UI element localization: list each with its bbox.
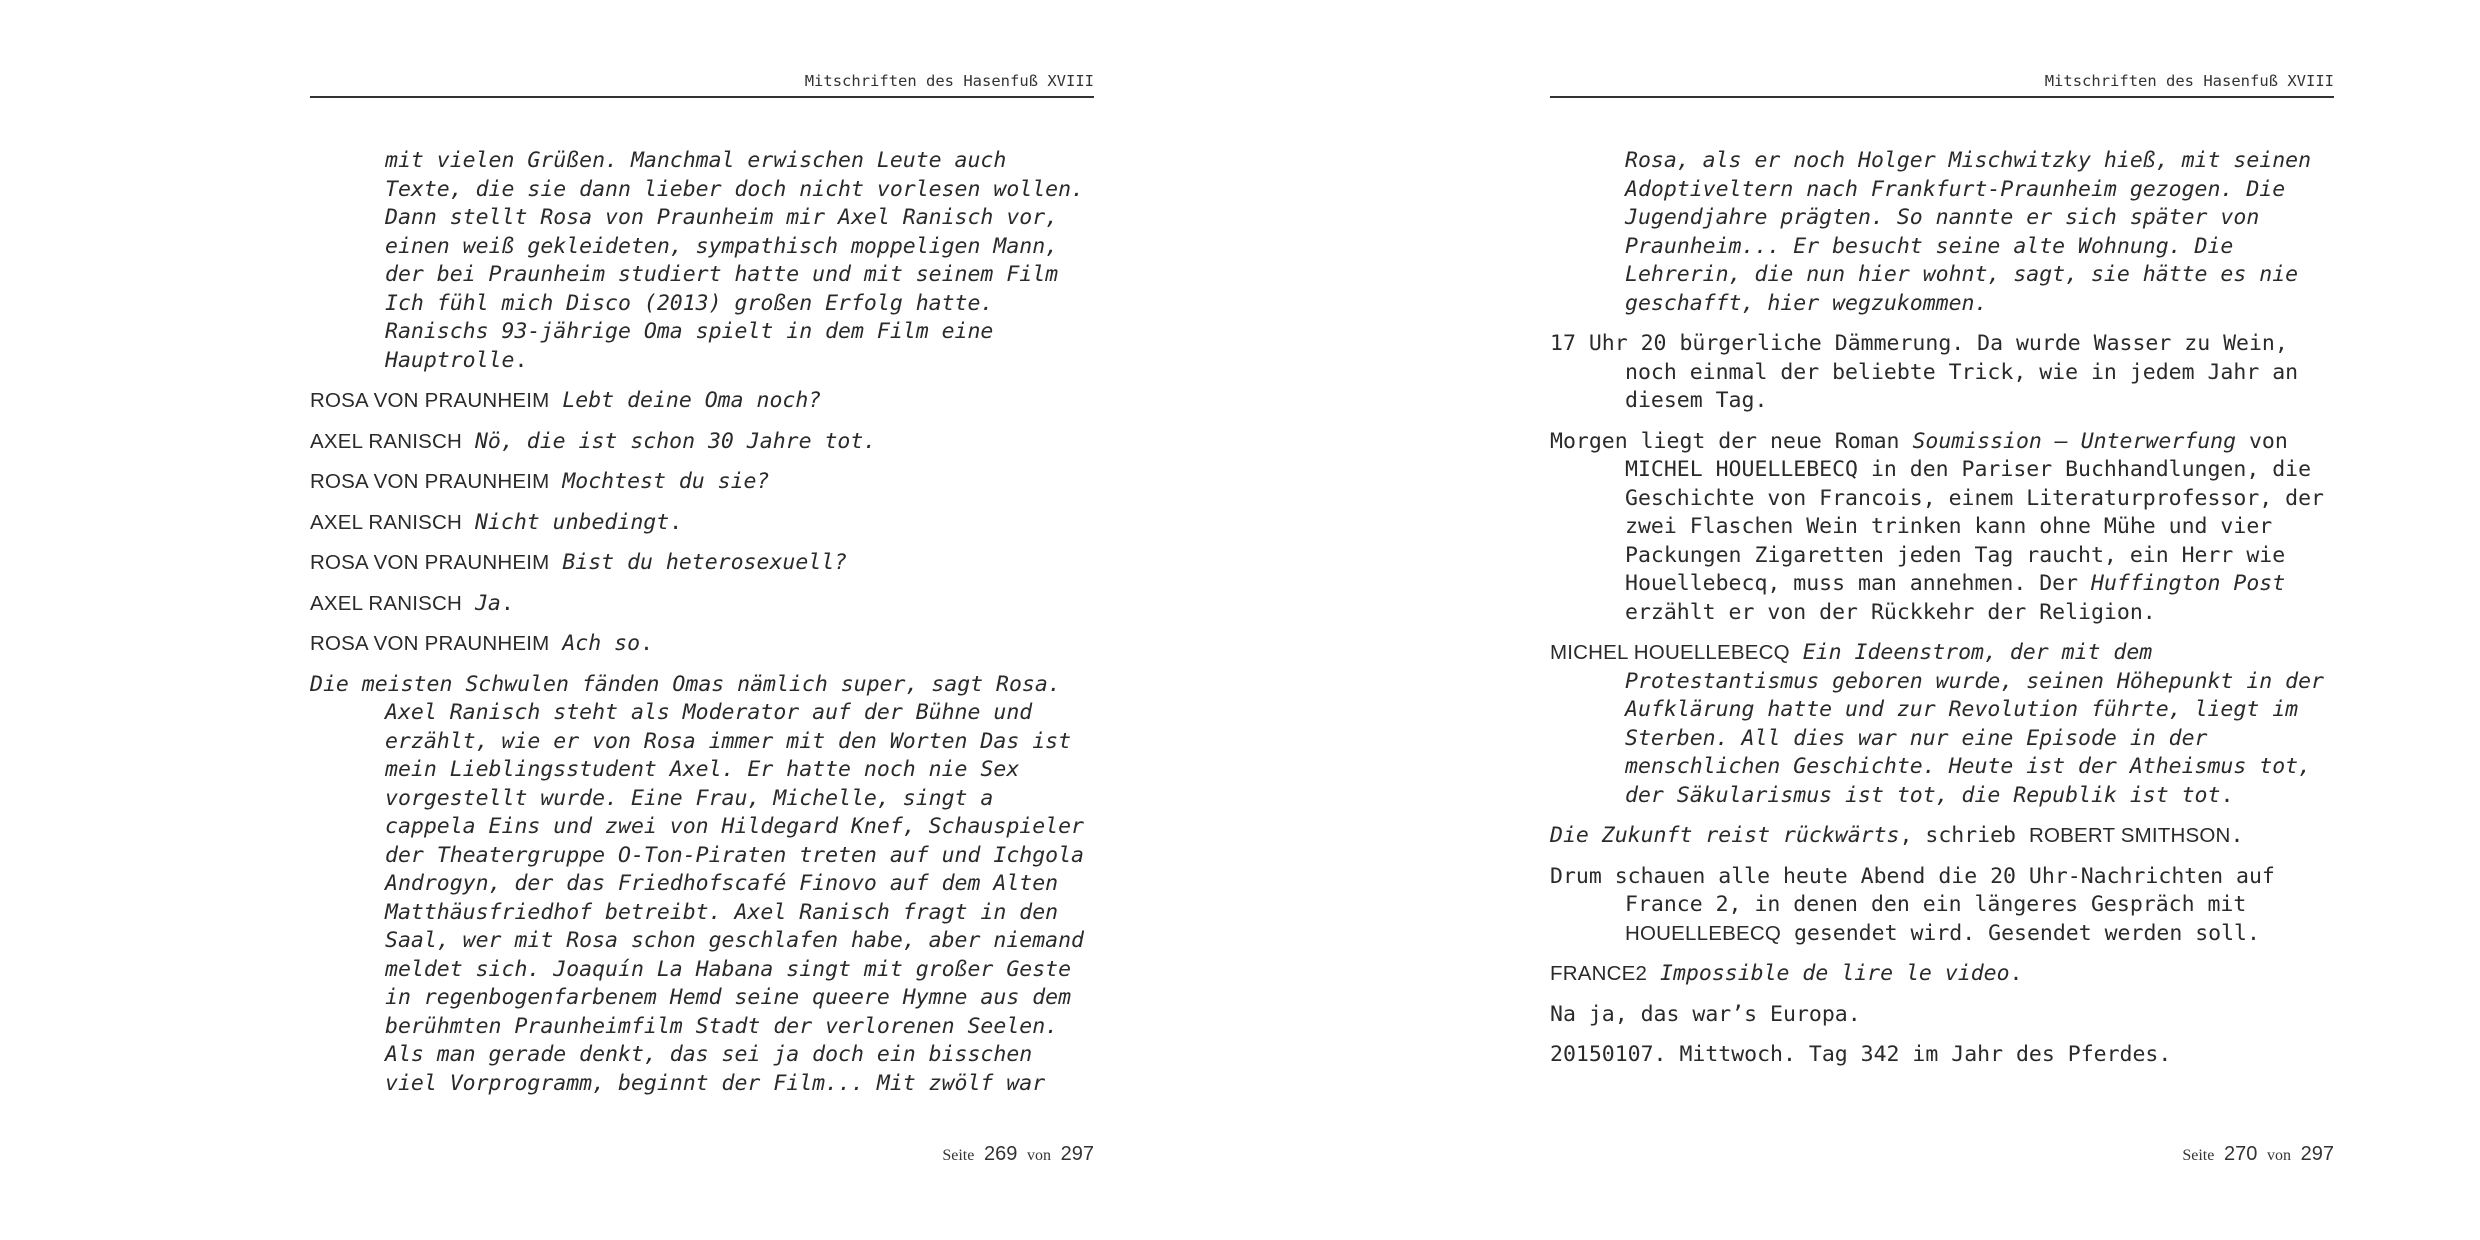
text-run: Houellebecq, muss man annehmen. Der	[1625, 571, 2091, 596]
text-run: Adoptiveltern nach Frankfurt-Praunheim gezogen. Die	[1625, 176, 2286, 202]
text-run: einen weiß gekleideten, sympathisch moppeligen Mann,	[385, 233, 1059, 259]
text-run: gesendet wird. Gesendet werden soll.	[1781, 920, 2260, 946]
text-run: Die meisten Schwulen fänden Omas nämlich super, sagt Rosa.	[310, 671, 1061, 697]
text-run: von	[2236, 428, 2288, 454]
text-run: Protestantismus geboren wurde, seinen Höhepunkt in der	[1625, 668, 2324, 694]
text-run: 17 Uhr 20 bürgerliche Dämmerung. Da wurde Wasser zu Wein,	[1550, 331, 2288, 356]
text-run: Praunheim... Er besucht seine alte Wohnung. Die	[1625, 233, 2234, 259]
text-run: Matthäusfriedhof betreibt. Axel Ranisch fragt in den	[385, 899, 1059, 925]
running-header: Mitschriften des Hasenfuß XVIII	[1550, 72, 2334, 98]
text-run: Nö, die ist schon 30 Jahre tot.	[474, 428, 877, 454]
text-run: Aufklärung hatte und zur Revolution führte, liegt im	[1625, 697, 2299, 722]
text-run: menschlichen Geschichte. Heute ist der Atheismus tot,	[1625, 754, 2312, 779]
total-pages: 297	[1060, 1143, 1094, 1165]
paragraph	[310, 509, 1094, 538]
text-run: Na ja, das war’s Europa.	[1550, 1001, 1861, 1027]
current-page-number: 270	[2223, 1143, 2258, 1165]
text-run: France 2, in denen den ein längeres Gespräch mit	[1625, 892, 2247, 917]
text-run: Ein Ideenstrom, der mit dem	[1802, 640, 2153, 665]
text-run: Impossible de lire le video	[1660, 961, 2010, 986]
current-page-number: 269	[983, 1143, 1018, 1165]
speaker-name: AXEL RANISCH	[310, 591, 463, 615]
text-run: meldet sich. Joaquín La Habana singt mit großer Geste	[385, 956, 1072, 982]
text-run	[549, 469, 562, 494]
text-run: diesem Tag.	[1625, 388, 1768, 413]
left-page	[310, 0, 1094, 1240]
total-pages: 297	[2300, 1143, 2334, 1165]
text-run: Soumission – Unterwerfung	[1912, 428, 2237, 454]
text-run: Mochtest du sie?	[562, 469, 770, 494]
text-run: cappela Eins und zwei von Hildegard Knef, Schauspieler	[385, 814, 1084, 839]
text-run: Ja	[474, 590, 501, 616]
text-run: Huffington Post	[2091, 571, 2286, 596]
text-run: .	[2230, 823, 2244, 848]
paragraph	[1550, 330, 2334, 416]
paragraph	[310, 671, 1094, 1099]
paragraph	[310, 468, 1094, 497]
footer-prefix: Seite	[942, 1147, 975, 1164]
text-run: 20150107. Mittwoch. Tag 342 im Jahr des Pferdes.	[1550, 1042, 2172, 1067]
text-run: .	[514, 347, 528, 373]
footer-of: von	[2266, 1147, 2291, 1164]
text-run	[1647, 961, 1660, 986]
text-run: berühmten Praunheimfilm Stadt der verlorenen Seelen.	[385, 1013, 1059, 1039]
text-run: Texte, die sie dann lieber doch nicht vorlesen wollen.	[385, 176, 1084, 202]
speaker-name: ROSA VON PRAUNHEIM	[310, 470, 550, 493]
text-run: Androgyn, der das Friedhofscafé Finovo auf dem Alten	[385, 871, 1059, 896]
text-run: zwei Flaschen Wein trinken kann ohne Mühe und vier	[1625, 514, 2273, 539]
speaker-name: AXEL RANISCH	[310, 510, 463, 534]
text-run: Ach so	[562, 631, 641, 656]
paragraph	[1550, 863, 2334, 949]
paragraph	[1550, 639, 2334, 810]
text-run: der bei Praunheim studiert hatte und mit seinem Film	[385, 262, 1059, 287]
text-run: Drum schauen alle heute Abend die 20 Uhr-Nachrichten auf	[1550, 863, 2275, 889]
page-number-footer	[2182, 1143, 2334, 1166]
text-run: noch einmal der beliebte Trick, wie in jedem Jahr an	[1625, 359, 2299, 385]
text-run: Axel Ranisch steht als Moderator auf der Bühne und	[385, 700, 1033, 725]
paragraph	[1550, 1001, 2334, 1030]
text-run: Bist du heterosexuell?	[562, 550, 848, 575]
text-run: Jugendjahre prägten. So nannte er sich später von	[1625, 205, 2260, 230]
text-run: Packungen Zigaretten jeden Tag raucht, ein Herr wie	[1625, 542, 2286, 568]
page-body	[1550, 147, 2334, 1082]
speaker-name: HOUELLEBECQ	[1625, 921, 1782, 945]
speaker-name: ROSA VON PRAUNHEIM	[310, 389, 550, 412]
text-run: Morgen liegt der neue Roman	[1550, 428, 1913, 454]
paragraph	[310, 387, 1094, 416]
text-run: MICHEL HOUELLEBECQ in den Pariser Buchhandlungen, die	[1625, 457, 2312, 482]
paragraph	[310, 630, 1094, 659]
text-run: geschafft, hier wegzukommen.	[1625, 290, 1988, 316]
text-run: Sterben. All dies war nur eine Episode in der	[1625, 725, 2208, 751]
text-run	[549, 388, 562, 413]
paragraph	[310, 147, 1094, 375]
text-run: .	[2220, 782, 2234, 808]
text-run: .	[2009, 961, 2023, 986]
footer-prefix: Seite	[2182, 1147, 2215, 1164]
text-run	[462, 591, 475, 616]
text-run: .	[500, 590, 514, 616]
text-run	[462, 429, 475, 454]
text-run: .	[640, 631, 653, 656]
text-run: Lehrerin, die nun hier wohnt, sagt, sie hätte es nie	[1625, 262, 2299, 287]
paragraph	[1550, 428, 2334, 628]
speaker-name: ROSA VON PRAUNHEIM	[310, 551, 550, 574]
text-run: Nicht unbedingt	[474, 509, 670, 535]
text-run	[549, 631, 562, 656]
text-run: Ich fühl mich Disco (2013) großen Erfolg hatte.	[385, 290, 994, 316]
paragraph	[1550, 822, 2334, 851]
text-run: viel Vorprogramm, beginnt der Film... Mit zwölf war	[385, 1070, 1046, 1096]
text-run: Die Zukunft reist rückwärts	[1550, 823, 1900, 848]
speaker-name: ROSA VON PRAUNHEIM	[310, 632, 550, 655]
speaker-name: ROBERT SMITHSON	[2028, 824, 2231, 847]
text-run: Hauptrolle	[385, 347, 515, 373]
text-run: Rosa, als er noch Holger Mischwitzky hieß, mit seinen	[1625, 148, 2312, 173]
text-run: in regenbogenfarbenem Hemd seine queere Hymne aus dem	[385, 985, 1072, 1010]
paragraph	[310, 549, 1094, 578]
speaker-name: AXEL RANISCH	[310, 429, 463, 453]
text-run: mit vielen Grüßen. Manchmal erwischen Leute auch	[385, 148, 1007, 173]
text-run	[462, 510, 475, 535]
speaker-name: FRANCE2	[1550, 962, 1648, 985]
text-run	[1790, 640, 1803, 665]
speaker-name: MICHEL HOUELLEBECQ	[1550, 641, 1790, 664]
text-run: vorgestellt wurde. Eine Frau, Michelle, singt a	[385, 785, 994, 811]
paragraph	[1550, 147, 2334, 318]
text-run	[549, 550, 562, 575]
page-number-footer	[942, 1143, 1094, 1166]
text-run: Saal, wer mit Rosa schon geschlafen habe, aber niemand	[385, 928, 1084, 953]
text-run: erzählt er von der Rückkehr der Religion.	[1625, 599, 2156, 625]
text-run: erzählt, wie er von Rosa immer mit den Worten Das ist	[385, 728, 1072, 754]
text-run: der Säkularismus ist tot, die Republik ist tot	[1625, 782, 2221, 808]
text-run: Geschichte von Francois, einem Literaturprofessor, der	[1625, 485, 2324, 511]
running-header: Mitschriften des Hasenfuß XVIII	[310, 72, 1094, 98]
text-run: .	[669, 509, 683, 535]
right-page	[1550, 0, 2334, 1240]
paragraph	[310, 428, 1094, 457]
text-run: Ranischs 93-jährige Oma spielt in dem Film eine	[385, 319, 994, 344]
text-run: Lebt deine Oma noch?	[562, 388, 822, 413]
text-run: , schrieb	[1899, 823, 2029, 848]
page-body	[310, 147, 1094, 1110]
text-run: der Theatergruppe O-Ton-Piraten treten auf und Ichgola	[385, 842, 1084, 868]
text-run: Als man gerade denkt, das sei ja doch ein bisschen	[385, 1042, 1033, 1067]
text-run: Dann stellt Rosa von Praunheim mir Axel Ranisch vor,	[385, 205, 1059, 230]
paragraph	[310, 590, 1094, 619]
text-run: mein Lieblingsstudent Axel. Er hatte noch nie Sex	[385, 757, 1020, 782]
paragraph	[1550, 960, 2334, 989]
paragraph	[1550, 1041, 2334, 1070]
footer-of: von	[1026, 1147, 1051, 1164]
